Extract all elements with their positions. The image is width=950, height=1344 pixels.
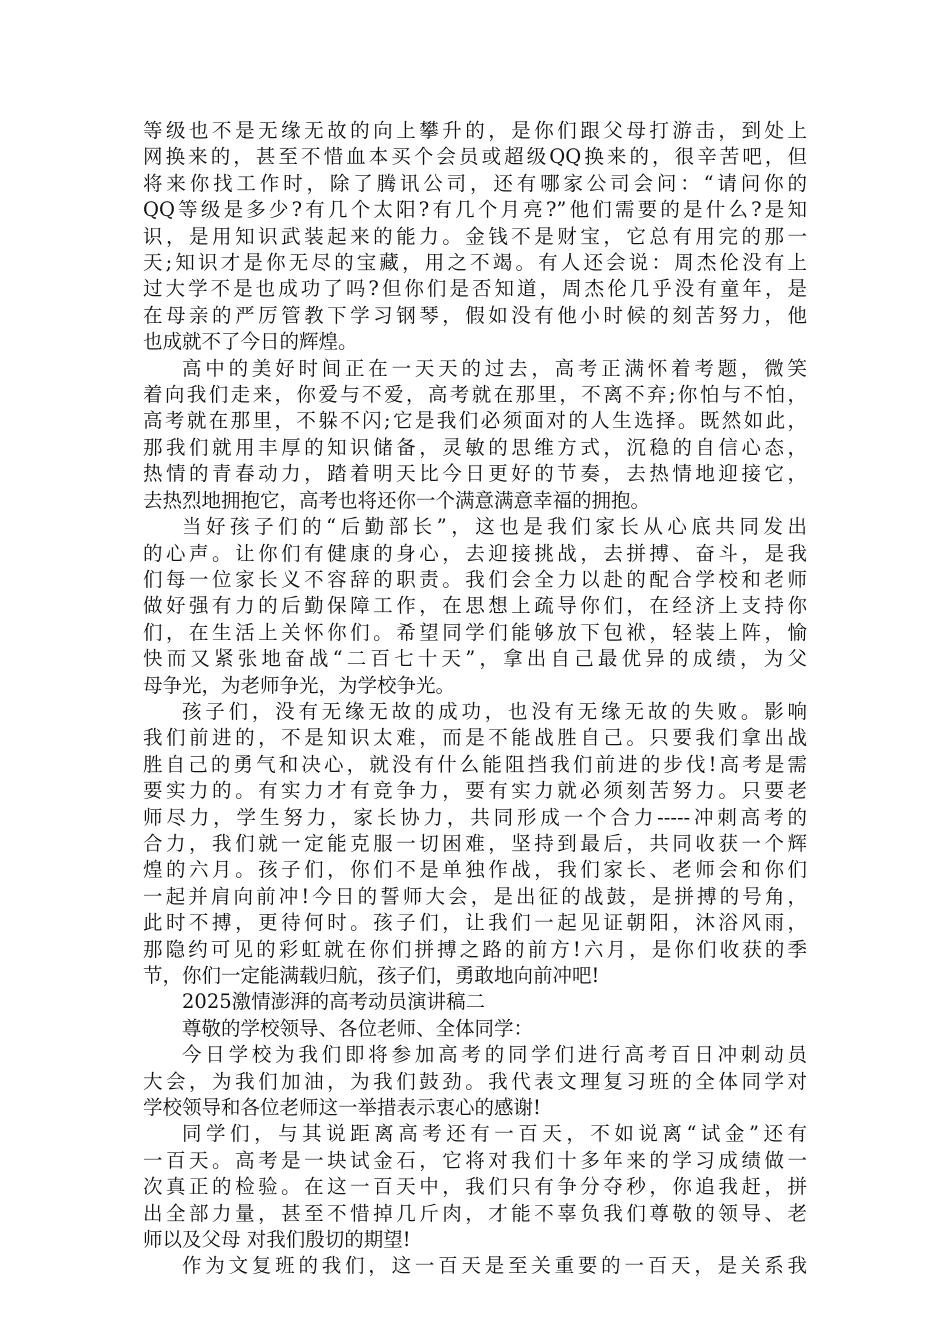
paragraph: [143, 699, 807, 989]
text-line: 合力，我们就一定能克服一切困难，坚持到最后，共同收获一个辉: [143, 831, 807, 855]
text-line: 们每一位家长义不容辞的职责。我们会全力以赴的配合学校和老师: [143, 567, 807, 591]
text-line: 煌的六月。孩子们，你们不是单独作战，我们家长、老师会和你们: [143, 858, 807, 882]
text-line: 此时不搏，更待何时。孩子们，让我们一起见证朝阳，沐浴风雨，: [143, 911, 807, 935]
text-line: 我们前进的，不是知识太难，而是不能战胜自己。只要我们拿出战: [143, 726, 807, 750]
text-line: 尊敬的学校领导、各位老师、全体同学：: [182, 1016, 534, 1040]
text-line: 天;知识才是你无尽的宝藏，用之不竭。有人还会说：周杰伦没有上: [143, 251, 807, 275]
text-line: 作为文复班的我们，这一百天是至关重要的一百天，是关系我: [182, 1254, 807, 1278]
text-line: 要实力的。有实力才有竞争力，要有实力就必须刻苦努力。只要老: [143, 779, 807, 803]
text-line: 高考就在那里，不躲不闪;它是我们必须面对的人生选择。既然如此，: [143, 409, 807, 433]
text-line: 同学们，与其说距离高考还有一百天，不如说离“试金”还有: [182, 1122, 807, 1146]
text-line: 孩子们，没有无缘无故的成功，也没有无缘无故的失败。影响: [182, 699, 807, 723]
paragraph: [143, 356, 807, 514]
text-line: 一起并肩向前冲!今日的誓师大会，是出征的战鼓，是拼搏的号角，: [143, 884, 807, 908]
text-line: 当好孩子们的“后勤部长”，这也是我们家长从心底共同发出: [182, 515, 807, 539]
text-line: 那隐约可见的彩虹就在你们拼搏之路的前方!六月，是你们收获的季: [143, 937, 807, 961]
text-line: 着向我们走来，你爱与不爱，高考就在那里，不离不弃;你怕与不怕，: [143, 383, 807, 407]
text-line: 快而又紧张地奋战“二百七十天”，拿出自己最优异的成绩，为父: [143, 647, 807, 671]
paragraph: [143, 1042, 807, 1121]
text-line: 也成就不了今日的辉煌。: [143, 330, 358, 354]
text-line: 热情的青春动力，踏着明天比今日更好的节奏，去热情地迎接它，: [143, 462, 807, 486]
text-line: 大会，为我们加油，为我们鼓劲。我代表文理复习班的全体同学对: [143, 1069, 807, 1093]
text-line: 母争光，为老师争光，为学校争光。: [143, 673, 456, 697]
text-line: 做好强有力的后勤保障工作，在思想上疏导你们，在经济上支持你: [143, 594, 807, 618]
paragraph: [143, 989, 807, 1015]
text-line: 去热烈地拥抱它，高考也将还你一个满意满意幸福的拥抱。: [143, 488, 651, 512]
paragraph: [143, 1016, 807, 1042]
text-line: 等级也不是无缘无故的向上攀升的，是你们跟父母打游击，到处上: [143, 119, 807, 142]
text-line: 师以及父母 对我们殷切的期望!: [143, 1228, 411, 1252]
text-line: 高中的美好时间正在一天天的过去，高考正满怀着考题，微笑: [182, 356, 807, 380]
paragraph: [143, 1121, 807, 1253]
text-line: 识，是用知识武装起来的能力。金钱不是财宝，它总有用完的那一: [143, 224, 807, 248]
text-line: 网换来的，甚至不惜血本买个会员或超级QQ换来的，很辛苦吧，但: [143, 145, 807, 169]
text-line: 今日学校为我们即将参加高考的同学们进行高考百日冲刺动员: [182, 1043, 807, 1067]
document-body: [143, 118, 807, 1280]
text-line: 出全部力量，甚至不惜掉几斤肉，才能不辜负我们尊敬的领导、老: [143, 1201, 807, 1225]
text-line: 2025激情澎湃的高考动员演讲稿二: [182, 990, 486, 1014]
text-line: 师尽力，学生努力，家长协力，共同形成一个合力-----冲刺高考的: [143, 805, 807, 829]
paragraph: [143, 118, 807, 356]
text-line: 次真正的检验。在这一百天中，我们只有争分夺秒，你追我赶，拼: [143, 1175, 807, 1199]
text-line: 的心声。让你们有健康的身心，去迎接挑战，去拼搏、奋斗，是我: [143, 541, 807, 565]
paragraph: [143, 514, 807, 699]
text-line: 过大学不是也成功了吗?但你们是否知道，周杰伦几乎没有童年，是: [143, 277, 807, 301]
paragraph: [143, 1253, 807, 1279]
text-line: 在母亲的严厉管教下学习钢琴，假如没有他小时候的刻苦努力，他: [143, 303, 807, 327]
text-line: 胜自己的勇气和决心，就没有什么能阻挡我们前进的步伐!高考是需: [143, 752, 807, 776]
text-line: 一百天。高考是一块试金石，它将对我们十多年来的学习成绩做一: [143, 1148, 807, 1172]
text-line: 将来你找工作时，除了腾讯公司，还有哪家公司会问：“请问你的: [143, 171, 807, 195]
text-line: QQ等级是多少?有几个太阳?有几个月亮?”他们需要的是什么?是知: [143, 198, 807, 222]
text-line: 学校领导和各位老师这一举措表示衷心的感谢!: [143, 1096, 541, 1120]
text-line: 们，在生活上关怀你们。希望同学们能够放下包袱，轻装上阵，愉: [143, 620, 807, 644]
text-line: 那我们就用丰厚的知识储备，灵敏的思维方式，沉稳的自信心态，: [143, 435, 807, 459]
text-line: 节，你们一定能满载归航，孩子们，勇敢地向前冲吧!: [143, 964, 600, 987]
